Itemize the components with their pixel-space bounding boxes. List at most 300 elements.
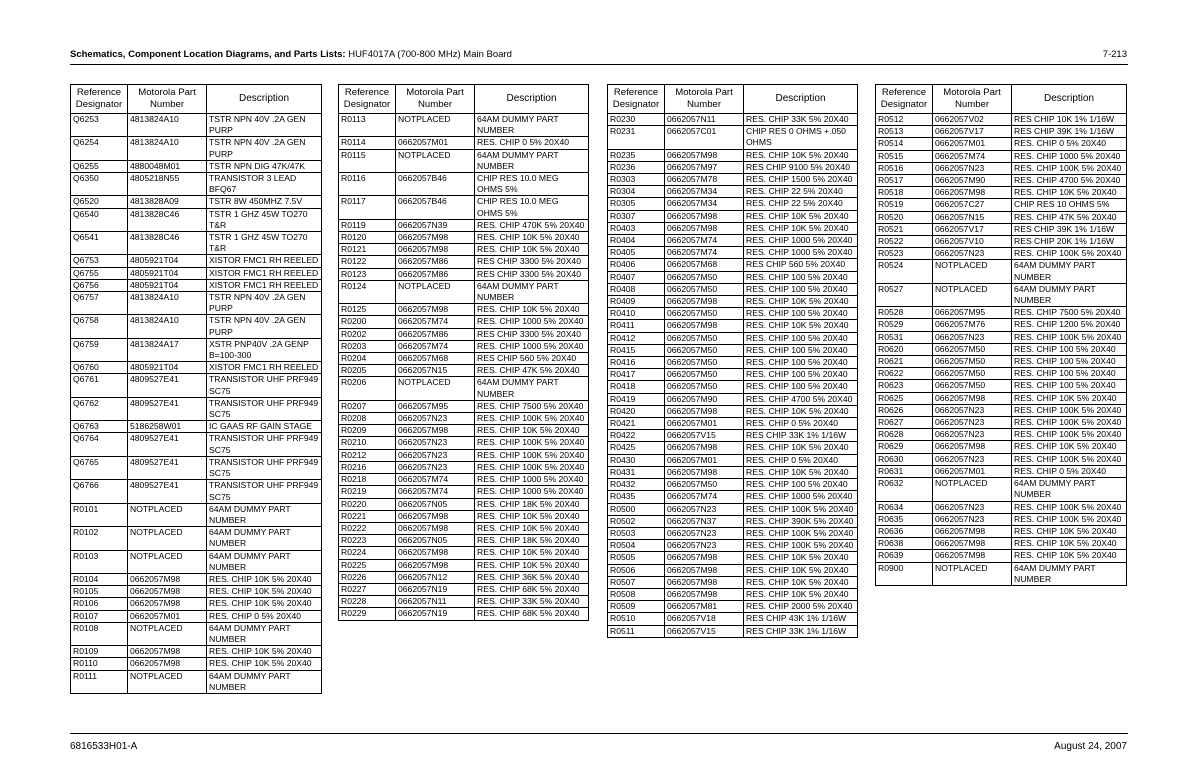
table-row bbox=[71, 433, 322, 456]
description: RES. CHIP 100K 5% 20X40 bbox=[475, 413, 589, 425]
reference-designator: R0116 bbox=[339, 173, 396, 196]
reference-designator: R0504 bbox=[608, 540, 665, 552]
description: RES CHIP 560 5% 20X40 bbox=[475, 353, 589, 365]
description: RES. CHIP 100K 5% 20X40 bbox=[744, 503, 858, 515]
description: RES. CHIP 100 5% 20X40 bbox=[1012, 356, 1127, 368]
reference-designator: R0123 bbox=[339, 268, 396, 280]
table-row bbox=[608, 126, 858, 149]
description: RES. CHIP 100 5% 20X40 bbox=[744, 357, 858, 369]
table-row bbox=[608, 308, 858, 320]
reference-designator: R0218 bbox=[339, 474, 396, 486]
table-row bbox=[608, 235, 858, 247]
part-number: 0662057M86 bbox=[396, 328, 475, 340]
description: RES CHIP 39K 1% 1/16W bbox=[1012, 126, 1127, 138]
part-number: 0662057M98 bbox=[933, 187, 1012, 199]
part-number: 0662057M76 bbox=[933, 319, 1012, 331]
reference-designator: R0224 bbox=[339, 547, 396, 559]
description: TRANSISTOR UHF PRF949 SC75 bbox=[207, 456, 322, 479]
table-row bbox=[608, 369, 858, 381]
header-part-number: Motorola Part Number bbox=[665, 85, 744, 114]
table-row bbox=[608, 430, 858, 442]
table-row bbox=[608, 149, 858, 161]
description: RES. CHIP 18K 5% 20X40 bbox=[475, 535, 589, 547]
description: RES. CHIP 10K 5% 20X40 bbox=[207, 573, 322, 585]
reference-designator: R0104 bbox=[71, 573, 128, 585]
table-row bbox=[876, 441, 1127, 453]
reference-designator: Q6756 bbox=[71, 279, 128, 291]
table-row bbox=[608, 114, 858, 126]
header-title-rest: HUF4017A (700-800 MHz) Main Board bbox=[345, 49, 512, 60]
description: RES CHIP 3300 5% 20X40 bbox=[475, 268, 589, 280]
table-row bbox=[71, 279, 322, 291]
part-number: 0662057B46 bbox=[396, 196, 475, 219]
reference-designator: R0410 bbox=[608, 308, 665, 320]
reference-designator: R0121 bbox=[339, 244, 396, 256]
table-row bbox=[71, 208, 322, 231]
reference-designator: R0422 bbox=[608, 430, 665, 442]
reference-designator: R0231 bbox=[608, 126, 665, 149]
description: 64AM DUMMY PART NUMBER bbox=[1012, 260, 1127, 283]
table-row bbox=[608, 479, 858, 491]
description: RES. CHIP 10K 5% 20X40 bbox=[1012, 392, 1127, 404]
reference-designator: R0531 bbox=[876, 331, 933, 343]
table-row bbox=[608, 271, 858, 283]
description: RES. CHIP 1000 5% 20X40 bbox=[475, 316, 589, 328]
part-number: 0662057M98 bbox=[933, 525, 1012, 537]
part-number: 0662057N23 bbox=[396, 413, 475, 425]
description: RES. CHIP 10K 5% 20X40 bbox=[1012, 538, 1127, 550]
description: RES. CHIP 100K 5% 20X40 bbox=[1012, 417, 1127, 429]
part-number: 0662057N11 bbox=[396, 596, 475, 608]
table-row bbox=[339, 559, 589, 571]
table-row bbox=[71, 196, 322, 208]
reference-designator: R0203 bbox=[339, 340, 396, 352]
description: RES. CHIP 0 5% 20X40 bbox=[475, 137, 589, 149]
part-number: 0662057N23 bbox=[933, 404, 1012, 416]
description: RES. CHIP 68K 5% 20X40 bbox=[475, 583, 589, 595]
description: RES. CHIP 10K 5% 20X40 bbox=[1012, 441, 1127, 453]
table-row bbox=[71, 646, 322, 658]
part-number: 0662057M98 bbox=[665, 210, 744, 222]
reference-designator: R0228 bbox=[339, 596, 396, 608]
reference-designator: Q6255 bbox=[71, 160, 128, 172]
reference-designator: R0108 bbox=[71, 622, 128, 645]
reference-designator: Q6760 bbox=[71, 362, 128, 374]
table-row bbox=[608, 405, 858, 417]
description: RES. CHIP 10K 5% 20X40 bbox=[207, 598, 322, 610]
description: RES. CHIP 0 5% 20X40 bbox=[744, 418, 858, 430]
part-number: 0662057M98 bbox=[665, 576, 744, 588]
reference-designator: R0509 bbox=[608, 601, 665, 613]
reference-designator: R0503 bbox=[608, 527, 665, 539]
description: RES CHIP 33K 1% 1/16W bbox=[744, 430, 858, 442]
description: RES. CHIP 1500 5% 20X40 bbox=[744, 174, 858, 186]
header-title-bold: Schematics, Component Location Diagrams, and Parts Lists: bbox=[70, 49, 346, 60]
reference-designator: R0415 bbox=[608, 344, 665, 356]
part-number: 0662057M98 bbox=[665, 296, 744, 308]
description: RES. CHIP 390K 5% 20X40 bbox=[744, 515, 858, 527]
part-number: NOTPLACED bbox=[396, 377, 475, 400]
description: TRANSISTOR UHF PRF949 SC75 bbox=[207, 480, 322, 503]
table-row bbox=[71, 598, 322, 610]
table-row bbox=[608, 613, 858, 625]
table-row bbox=[876, 429, 1127, 441]
part-number: 0662057M98 bbox=[128, 598, 207, 610]
table-row bbox=[608, 418, 858, 430]
description: RES CHIP 10K 1% 1/16W bbox=[1012, 114, 1127, 126]
reference-designator: R0515 bbox=[876, 150, 933, 162]
part-number: 0662057M86 bbox=[396, 256, 475, 268]
table-row bbox=[339, 340, 589, 352]
reference-designator: R0236 bbox=[608, 161, 665, 173]
part-number: 0662057M95 bbox=[396, 400, 475, 412]
table-row bbox=[339, 486, 589, 498]
table-row bbox=[608, 491, 858, 503]
table-row bbox=[876, 343, 1127, 355]
footer-rule bbox=[70, 733, 1128, 734]
part-number: 0662057M34 bbox=[665, 186, 744, 198]
table-row bbox=[339, 583, 589, 595]
part-number: NOTPLACED bbox=[396, 149, 475, 172]
part-number: 0662057M98 bbox=[665, 149, 744, 161]
header-reference: Reference Designator bbox=[339, 85, 396, 114]
table-row bbox=[876, 417, 1127, 429]
description: TRANSISTOR 3 LEAD BFQ67 bbox=[207, 173, 322, 196]
part-number: 0662057M98 bbox=[128, 586, 207, 598]
reference-designator: R0230 bbox=[608, 114, 665, 126]
reference-designator: R0520 bbox=[876, 211, 933, 223]
part-number: 0662057M50 bbox=[665, 381, 744, 393]
header-description: Description bbox=[207, 85, 322, 114]
description: RES. CHIP 10K 5% 20X40 bbox=[744, 320, 858, 332]
table-row bbox=[876, 283, 1127, 306]
reference-designator: Q6766 bbox=[71, 480, 128, 503]
description: RES. CHIP 100K 5% 20X40 bbox=[1012, 404, 1127, 416]
part-number: 0662057M98 bbox=[933, 441, 1012, 453]
part-number: 4809527E41 bbox=[128, 456, 207, 479]
header-rule bbox=[70, 64, 1128, 65]
part-number: 0662057M98 bbox=[128, 658, 207, 670]
part-number: 0662057M81 bbox=[665, 601, 744, 613]
part-number: 0662057M50 bbox=[665, 332, 744, 344]
part-number: 0662057V18 bbox=[665, 613, 744, 625]
part-number: 0662057N23 bbox=[396, 461, 475, 473]
description: RES. CHIP 4700 5% 20X40 bbox=[744, 393, 858, 405]
reference-designator: R0101 bbox=[71, 503, 128, 526]
description: TRANSISTOR UHF PRF949 SC75 bbox=[207, 397, 322, 420]
table-row bbox=[71, 315, 322, 338]
table-row bbox=[608, 527, 858, 539]
reference-designator: R0114 bbox=[339, 137, 396, 149]
table-row bbox=[339, 365, 589, 377]
table-row bbox=[608, 515, 858, 527]
description: RES. CHIP 10K 5% 20X40 bbox=[475, 559, 589, 571]
table-row bbox=[608, 503, 858, 515]
description: RES CHIP 20K 1% 1/16W bbox=[1012, 236, 1127, 248]
table-row bbox=[608, 393, 858, 405]
description: RES. CHIP 10K 5% 20X40 bbox=[744, 576, 858, 588]
table-row bbox=[71, 527, 322, 550]
description: 64AM DUMMY PART NUMBER bbox=[475, 377, 589, 400]
reference-designator: R0122 bbox=[339, 256, 396, 268]
reference-designator: R0404 bbox=[608, 235, 665, 247]
description: RES. CHIP 100 5% 20X40 bbox=[1012, 368, 1127, 380]
reference-designator: Q6350 bbox=[71, 173, 128, 196]
description: RES. CHIP 10K 5% 20X40 bbox=[475, 232, 589, 244]
description: RES. CHIP 10K 5% 20X40 bbox=[1012, 187, 1127, 199]
table-row bbox=[876, 404, 1127, 416]
description: 64AM DUMMY PART NUMBER bbox=[207, 550, 322, 573]
table-row bbox=[608, 381, 858, 393]
description: RES. CHIP 10K 5% 20X40 bbox=[744, 296, 858, 308]
reference-designator: R0512 bbox=[876, 114, 933, 126]
reference-designator: R0511 bbox=[608, 625, 665, 637]
part-number: 0662057N05 bbox=[396, 535, 475, 547]
description: CHIP RES 10.0 MEG OHMS 5% bbox=[475, 173, 589, 196]
part-number: 0662057N39 bbox=[396, 219, 475, 231]
header-description: Description bbox=[744, 85, 858, 114]
table-row bbox=[339, 522, 589, 534]
description: 64AM DUMMY PART NUMBER bbox=[475, 149, 589, 172]
description: RES. CHIP 100K 5% 20X40 bbox=[744, 540, 858, 552]
part-number: 0662057M98 bbox=[396, 559, 475, 571]
table-row bbox=[71, 658, 322, 670]
table-row bbox=[71, 173, 322, 196]
part-number: 0662057M01 bbox=[128, 610, 207, 622]
part-number: 5186258W01 bbox=[128, 421, 207, 433]
reference-designator: R0403 bbox=[608, 222, 665, 234]
reference-designator: R0216 bbox=[339, 461, 396, 473]
table-row bbox=[339, 425, 589, 437]
reference-designator: R0421 bbox=[608, 418, 665, 430]
reference-designator: R0417 bbox=[608, 369, 665, 381]
description: RES. CHIP 100K 5% 20X40 bbox=[1012, 453, 1127, 465]
part-number: NOTPLACED bbox=[128, 527, 207, 550]
part-number: 0662057M98 bbox=[396, 244, 475, 256]
reference-designator: R0528 bbox=[876, 307, 933, 319]
part-number: 0662057N15 bbox=[933, 211, 1012, 223]
reference-designator: R0518 bbox=[876, 187, 933, 199]
part-number: 0662057M50 bbox=[665, 308, 744, 320]
table-row bbox=[71, 397, 322, 420]
reference-designator: Q6758 bbox=[71, 315, 128, 338]
reference-designator: R0524 bbox=[876, 260, 933, 283]
table-row bbox=[608, 259, 858, 271]
table-row bbox=[339, 449, 589, 461]
page-header bbox=[70, 49, 512, 60]
part-number: NOTPLACED bbox=[128, 550, 207, 573]
table-row bbox=[71, 670, 322, 693]
part-number: 4813828C46 bbox=[128, 208, 207, 231]
part-number: 0662057M50 bbox=[665, 369, 744, 381]
description: RES. CHIP 1000 5% 20X40 bbox=[744, 235, 858, 247]
description: RES. CHIP 1000 5% 20X40 bbox=[475, 474, 589, 486]
part-number: 0662057N37 bbox=[665, 515, 744, 527]
description: TSTR NPN 40V .2A GEN PURP bbox=[207, 137, 322, 160]
part-number: 0662057V17 bbox=[933, 126, 1012, 138]
description: RES. CHIP 1000 5% 20X40 bbox=[1012, 150, 1127, 162]
part-number: NOTPLACED bbox=[128, 622, 207, 645]
table-row bbox=[608, 283, 858, 295]
part-number: 4809527E41 bbox=[128, 480, 207, 503]
header-reference: Reference Designator bbox=[608, 85, 665, 114]
table-row bbox=[339, 535, 589, 547]
reference-designator: R0425 bbox=[608, 442, 665, 454]
table-row bbox=[339, 304, 589, 316]
part-number: 0662057M98 bbox=[665, 552, 744, 564]
reference-designator: R0510 bbox=[608, 613, 665, 625]
reference-designator: R0222 bbox=[339, 522, 396, 534]
reference-designator: R0107 bbox=[71, 610, 128, 622]
part-number: 0662057M98 bbox=[396, 547, 475, 559]
reference-designator: R0208 bbox=[339, 413, 396, 425]
description: RES. CHIP 100 5% 20X40 bbox=[744, 344, 858, 356]
reference-designator: R0110 bbox=[71, 658, 128, 670]
reference-designator: R0305 bbox=[608, 198, 665, 210]
reference-designator: R0638 bbox=[876, 538, 933, 550]
reference-designator: R0212 bbox=[339, 449, 396, 461]
description: 64AM DUMMY PART NUMBER bbox=[475, 114, 589, 137]
table-row bbox=[339, 377, 589, 400]
description: 64AM DUMMY PART NUMBER bbox=[1012, 283, 1127, 306]
part-number: 0662057N11 bbox=[665, 114, 744, 126]
part-number: 0662057M01 bbox=[933, 465, 1012, 477]
reference-designator: Q6540 bbox=[71, 208, 128, 231]
description: RES CHIP 560 5% 20X40 bbox=[744, 259, 858, 271]
description: RES. CHIP 100K 5% 20X40 bbox=[475, 437, 589, 449]
description: RES. CHIP 100 5% 20X40 bbox=[744, 369, 858, 381]
parts-table-4 bbox=[875, 84, 1127, 586]
part-number: 4813824A17 bbox=[128, 338, 207, 361]
reference-designator: R0200 bbox=[339, 316, 396, 328]
table-row bbox=[339, 400, 589, 412]
reference-designator: Q6763 bbox=[71, 421, 128, 433]
table-row bbox=[339, 596, 589, 608]
table-row bbox=[876, 199, 1127, 211]
description: RES. CHIP 0 5% 20X40 bbox=[1012, 138, 1127, 150]
description: RES CHIP 3300 5% 20X40 bbox=[475, 256, 589, 268]
reference-designator: R0409 bbox=[608, 296, 665, 308]
part-number: 0662057M98 bbox=[933, 538, 1012, 550]
description: RES. CHIP 0 5% 20X40 bbox=[1012, 465, 1127, 477]
description: 64AM DUMMY PART NUMBER bbox=[475, 280, 589, 303]
parts-column-2 bbox=[338, 84, 589, 621]
table-row bbox=[71, 267, 322, 279]
description: RES. CHIP 100 5% 20X40 bbox=[744, 479, 858, 491]
reference-designator: R0623 bbox=[876, 380, 933, 392]
part-number: 0662057N23 bbox=[665, 527, 744, 539]
reference-designator: R0516 bbox=[876, 162, 933, 174]
reference-designator: R0431 bbox=[608, 466, 665, 478]
table-row bbox=[876, 562, 1127, 585]
table-row bbox=[339, 114, 589, 137]
description: RES. CHIP 100K 5% 20X40 bbox=[1012, 513, 1127, 525]
table-row bbox=[876, 260, 1127, 283]
table-row bbox=[71, 610, 322, 622]
header-reference: Reference Designator bbox=[876, 85, 933, 114]
reference-designator: R0502 bbox=[608, 515, 665, 527]
description: RES. CHIP 100 5% 20X40 bbox=[744, 283, 858, 295]
reference-designator: R0124 bbox=[339, 280, 396, 303]
part-number: 0662057M86 bbox=[396, 268, 475, 280]
reference-designator: R0105 bbox=[71, 586, 128, 598]
description: RES. CHIP 100K 5% 20X40 bbox=[1012, 248, 1127, 260]
description: RES. CHIP 10K 5% 20X40 bbox=[744, 405, 858, 417]
reference-designator: R0113 bbox=[339, 114, 396, 137]
table-row bbox=[608, 174, 858, 186]
part-number: NOTPLACED bbox=[128, 503, 207, 526]
table-row bbox=[608, 454, 858, 466]
table-row bbox=[71, 503, 322, 526]
part-number: 0662057M98 bbox=[128, 573, 207, 585]
table-row bbox=[608, 161, 858, 173]
part-number: 0662057N19 bbox=[396, 608, 475, 620]
reference-designator: R0435 bbox=[608, 491, 665, 503]
reference-designator: Q6755 bbox=[71, 267, 128, 279]
part-number: 0662057N23 bbox=[396, 449, 475, 461]
description: RES. CHIP 2000 5% 20X40 bbox=[744, 601, 858, 613]
table-row bbox=[608, 247, 858, 259]
part-number: 0662057M01 bbox=[933, 138, 1012, 150]
part-number: 0662057N23 bbox=[396, 437, 475, 449]
reference-designator: R0418 bbox=[608, 381, 665, 393]
part-number: 0662057M01 bbox=[665, 418, 744, 430]
table-row bbox=[339, 571, 589, 583]
reference-designator: R0411 bbox=[608, 320, 665, 332]
reference-designator: R0900 bbox=[876, 562, 933, 585]
part-number: 0662057N23 bbox=[933, 248, 1012, 260]
part-number: 0662057M98 bbox=[665, 466, 744, 478]
table-row bbox=[876, 307, 1127, 319]
part-number: 4805218N55 bbox=[128, 173, 207, 196]
table-row bbox=[876, 248, 1127, 260]
reference-designator: R0202 bbox=[339, 328, 396, 340]
description: RES. CHIP 10K 5% 20X40 bbox=[744, 552, 858, 564]
table-row bbox=[71, 586, 322, 598]
reference-designator: R0517 bbox=[876, 175, 933, 187]
reference-designator: R0635 bbox=[876, 513, 933, 525]
part-number: 0662057N23 bbox=[665, 540, 744, 552]
table-row bbox=[876, 380, 1127, 392]
table-row bbox=[339, 353, 589, 365]
description: RES. CHIP 1000 5% 20X40 bbox=[475, 340, 589, 352]
table-row bbox=[339, 498, 589, 510]
table-row bbox=[876, 525, 1127, 537]
table-row bbox=[339, 413, 589, 425]
part-number: 4813828C46 bbox=[128, 232, 207, 255]
part-number: 0662057N19 bbox=[396, 583, 475, 595]
part-number: 0662057V10 bbox=[933, 236, 1012, 248]
document-number: 6816533H01-A bbox=[70, 741, 138, 752]
reference-designator: R0229 bbox=[339, 608, 396, 620]
part-number: 0662057N23 bbox=[933, 453, 1012, 465]
part-number: 4809527E41 bbox=[128, 397, 207, 420]
table-row bbox=[71, 573, 322, 585]
reference-designator: R0226 bbox=[339, 571, 396, 583]
description: CHIP RES 10.0 MEG OHMS 5% bbox=[475, 196, 589, 219]
part-number: 0662057M74 bbox=[396, 486, 475, 498]
reference-designator: Q6759 bbox=[71, 338, 128, 361]
reference-designator: R0412 bbox=[608, 332, 665, 344]
part-number: 0662057N23 bbox=[933, 417, 1012, 429]
reference-designator: R0630 bbox=[876, 453, 933, 465]
description: RES. CHIP 4700 5% 20X40 bbox=[1012, 175, 1127, 187]
table-row bbox=[339, 510, 589, 522]
reference-designator: R0115 bbox=[339, 149, 396, 172]
description: XISTOR FMC1 RH REELED bbox=[207, 267, 322, 279]
table-row bbox=[876, 223, 1127, 235]
description: RES. CHIP 100 5% 20X40 bbox=[744, 332, 858, 344]
